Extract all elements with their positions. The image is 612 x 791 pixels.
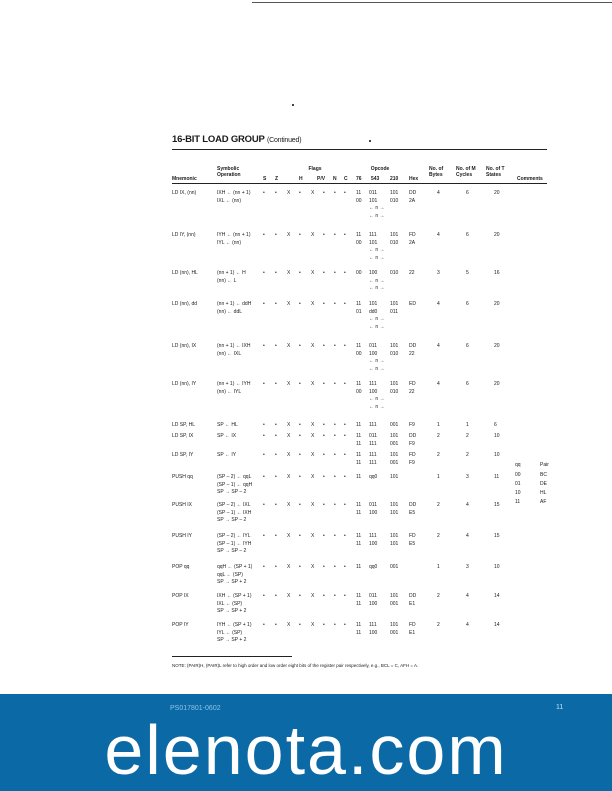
section-title xyxy=(172,134,301,145)
t-states: 20 xyxy=(494,301,500,307)
m-cycles: 6 xyxy=(466,381,469,387)
t-states: 14 xyxy=(494,622,500,628)
flag-pv: • xyxy=(323,474,325,480)
m-cycles: 4 xyxy=(466,502,469,508)
header-t-states: No. of T States xyxy=(486,166,505,178)
byte-count: 2 xyxy=(437,533,440,539)
opcode-hex: DD E1 xyxy=(409,593,417,607)
document-number: PS017801-0602 xyxy=(170,705,221,712)
mnemonic: LD (nn), dd xyxy=(172,301,198,307)
opcode-hex: 22 xyxy=(409,270,415,276)
byte-count: 2 xyxy=(437,433,440,439)
flag-z: • xyxy=(275,622,277,628)
symbolic-operation: SP ← HL xyxy=(217,422,238,428)
flag-bit5: X xyxy=(287,422,291,428)
opcode-543: 011 100 xyxy=(369,502,378,516)
symbolic-operation: (nn + 1) ← IYH (nn) ← IYL xyxy=(217,381,251,395)
m-cycles: 5 xyxy=(466,270,469,276)
flag-bit3: X xyxy=(311,502,315,508)
header-pv: P/V xyxy=(317,176,326,182)
flag-bit5: X xyxy=(287,593,291,599)
opcode-543: 011 100 xyxy=(369,593,378,607)
opcode-543: 111 111 xyxy=(369,452,377,466)
m-cycles: 6 xyxy=(466,301,469,307)
header-flags: Flags xyxy=(308,166,322,172)
speck xyxy=(369,140,371,142)
flag-h: • xyxy=(299,452,301,458)
flag-c: • xyxy=(344,452,346,458)
flag-bit5: X xyxy=(287,381,291,387)
register-pair-table xyxy=(515,462,555,512)
flag-pv: • xyxy=(323,593,325,599)
byte-count: 2 xyxy=(437,593,440,599)
opcode-543: 011 100 ← n → ← n → xyxy=(369,343,385,372)
flag-n: • xyxy=(334,190,336,196)
mnemonic: POP IX xyxy=(172,593,189,599)
header-543: 543 xyxy=(371,176,380,182)
mnemonic: LD IX, (nn) xyxy=(172,190,197,196)
flag-bit5: X xyxy=(287,301,291,307)
pair-name: BC xyxy=(540,472,547,478)
opcode-210: 101 001 xyxy=(390,593,399,607)
t-states: 14 xyxy=(494,593,500,599)
flag-n: • xyxy=(334,502,336,508)
opcode-543: 011 101 ← n → ← n → xyxy=(369,190,385,219)
symbolic-operation: SP ← IX xyxy=(217,433,237,439)
symbolic-operation: IYH ← (nn + 1) IYL ← (nn) xyxy=(217,232,251,246)
flag-z: • xyxy=(275,422,277,428)
flag-s: • xyxy=(263,533,265,539)
flag-h: • xyxy=(299,622,301,628)
header-mnemonic: Mnemonic xyxy=(172,176,197,182)
byte-count: 4 xyxy=(437,190,440,196)
flag-n: • xyxy=(334,433,336,439)
m-cycles: 4 xyxy=(466,593,469,599)
mnemonic: LD SP, IX xyxy=(172,433,194,439)
flag-h: • xyxy=(299,593,301,599)
mnemonic: POP IY xyxy=(172,622,189,628)
mnemonic: LD SP, IY xyxy=(172,452,194,458)
opcode-210: 101 010 xyxy=(390,190,399,204)
symbolic-operation: (SP – 2) ← IXL (SP – 1) ← IXH SP → SP – 2 xyxy=(217,502,252,523)
mnemonic: LD (nn), HL xyxy=(172,270,198,276)
t-states: 20 xyxy=(494,381,500,387)
opcode-543: 011 111 xyxy=(369,433,377,447)
flag-c: • xyxy=(344,270,346,276)
opcode-hex: FD E5 xyxy=(409,533,416,547)
flag-bit3: X xyxy=(311,343,315,349)
opcode-hex: FD F9 xyxy=(409,452,416,466)
flag-c: • xyxy=(344,422,346,428)
opcode-hex: FD 22 xyxy=(409,381,416,395)
opcode-210: 001 xyxy=(390,564,399,570)
flag-pv: • xyxy=(323,270,325,276)
flag-bit5: X xyxy=(287,433,291,439)
flag-n: • xyxy=(334,381,336,387)
flag-bit3: X xyxy=(311,474,315,480)
t-states: 11 xyxy=(494,474,500,480)
symbolic-operation: SP ← IY xyxy=(217,452,237,458)
flag-h: • xyxy=(299,422,301,428)
opcode-hex: DD 22 xyxy=(409,343,417,357)
speck xyxy=(292,104,294,106)
mnemonic: POP qq xyxy=(172,564,190,570)
flag-s: • xyxy=(263,381,265,387)
opcode-76: 11 00 xyxy=(356,232,362,246)
opcode-543: 101 dd0 ← n → ← n → xyxy=(369,301,385,330)
flag-pv: • xyxy=(323,564,325,570)
opcode-543: 111 xyxy=(369,422,377,428)
flag-c: • xyxy=(344,593,346,599)
t-states: 15 xyxy=(494,502,500,508)
flag-bit3: X xyxy=(311,564,315,570)
opcode-76: 11 01 xyxy=(356,301,362,315)
flag-c: • xyxy=(344,502,346,508)
header-c: C xyxy=(344,176,348,182)
m-cycles: 2 xyxy=(466,433,469,439)
opcode-hex: F9 xyxy=(409,422,415,428)
opcode-543: qq0 xyxy=(369,564,378,570)
top-border-line xyxy=(252,2,612,3)
flag-bit5: X xyxy=(287,452,291,458)
mnemonic: PUSH qq xyxy=(172,474,193,480)
mnemonic: LD (nn), IY xyxy=(172,381,197,387)
symbolic-operation: IXH ← (nn + 1) IXL ← (nn) xyxy=(217,190,251,204)
pair-name: DE xyxy=(540,481,547,487)
t-states: 6 xyxy=(494,422,497,428)
flag-bit3: X xyxy=(311,593,315,599)
opcode-hex: ED xyxy=(409,301,416,307)
flag-z: • xyxy=(275,381,277,387)
flag-pv: • xyxy=(323,301,325,307)
opcode-76: 11 11 xyxy=(356,533,362,547)
flag-s: • xyxy=(263,452,265,458)
opcode-76: 11 11 xyxy=(356,502,362,516)
flag-s: • xyxy=(263,474,265,480)
t-states: 20 xyxy=(494,190,500,196)
header-comments: Comments xyxy=(517,176,543,182)
flag-c: • xyxy=(344,474,346,480)
flag-bit5: X xyxy=(287,502,291,508)
header-symbolic: Symbolic Operation xyxy=(217,166,241,178)
byte-count: 3 xyxy=(437,270,440,276)
flag-s: • xyxy=(263,502,265,508)
mnemonic: LD IY, (nn) xyxy=(172,232,196,238)
t-states: 10 xyxy=(494,564,500,570)
flag-s: • xyxy=(263,270,265,276)
flag-c: • xyxy=(344,381,346,387)
opcode-543: 100 ← n → ← n → xyxy=(369,270,385,291)
flag-bit5: X xyxy=(287,270,291,276)
flag-s: • xyxy=(263,622,265,628)
flag-c: • xyxy=(344,564,346,570)
flag-h: • xyxy=(299,381,301,387)
symbolic-operation: (nn + 1) ← H (nn) ← L xyxy=(217,270,246,284)
title-text: 16-BIT LOAD GROUP xyxy=(172,134,265,145)
opcode-76: 11 00 xyxy=(356,381,362,395)
flag-n: • xyxy=(334,452,336,458)
flag-h: • xyxy=(299,343,301,349)
header-210: 210 xyxy=(390,176,399,182)
opcode-76: 00 xyxy=(356,270,362,276)
t-states: 20 xyxy=(494,343,500,349)
opcode-hex: FD 2A xyxy=(409,232,416,246)
flag-bit5: X xyxy=(287,622,291,628)
byte-count: 4 xyxy=(437,343,440,349)
t-states: 10 xyxy=(494,452,500,458)
flag-pv: • xyxy=(323,232,325,238)
opcode-hex: FD E1 xyxy=(409,622,416,636)
m-cycles: 4 xyxy=(466,622,469,628)
flag-pv: • xyxy=(323,533,325,539)
flag-s: • xyxy=(263,190,265,196)
footer-band xyxy=(0,694,612,791)
m-cycles: 3 xyxy=(466,474,469,480)
opcode-76: 11 11 xyxy=(356,433,362,447)
flag-n: • xyxy=(334,564,336,570)
header-rule xyxy=(172,183,547,184)
flag-z: • xyxy=(275,270,277,276)
opcode-76: 11 00 xyxy=(356,190,362,204)
opcode-210: 101 010 xyxy=(390,343,399,357)
mnemonic: PUSH IY xyxy=(172,533,193,539)
flag-z: • xyxy=(275,452,277,458)
flag-c: • xyxy=(344,622,346,628)
pair-code: 00 xyxy=(515,472,521,478)
flag-s: • xyxy=(263,564,265,570)
byte-count: 1 xyxy=(437,422,440,428)
flag-z: • xyxy=(275,232,277,238)
flag-bit3: X xyxy=(311,452,315,458)
flag-z: • xyxy=(275,593,277,599)
m-cycles: 6 xyxy=(466,190,469,196)
page-number: 11 xyxy=(556,704,564,711)
opcode-210: 101 001 xyxy=(390,452,399,466)
flag-h: • xyxy=(299,190,301,196)
opcode-76: 11 xyxy=(356,474,362,480)
pair-name: HL xyxy=(540,490,547,496)
note-rule xyxy=(172,656,292,657)
table-top-rule xyxy=(172,149,547,150)
header-z: Z xyxy=(275,176,279,182)
flag-c: • xyxy=(344,533,346,539)
flag-z: • xyxy=(275,564,277,570)
flag-c: • xyxy=(344,433,346,439)
header-n: N xyxy=(333,176,337,182)
flag-bit5: X xyxy=(287,232,291,238)
flag-n: • xyxy=(334,301,336,307)
flag-n: • xyxy=(334,593,336,599)
flag-n: • xyxy=(334,343,336,349)
flag-bit3: X xyxy=(311,533,315,539)
opcode-543: 111 100 ← n → ← n → xyxy=(369,381,385,410)
flag-bit5: X xyxy=(287,474,291,480)
flag-h: • xyxy=(299,301,301,307)
opcode-76: 11 11 xyxy=(356,452,362,466)
flag-n: • xyxy=(334,533,336,539)
mnemonic: PUSH IX xyxy=(172,502,193,508)
symbolic-operation: (nn + 1) ← ddH (nn) ← ddL xyxy=(217,301,252,315)
symbolic-operation: IXH ← (SP + 1) IXL ← (SP) SP → SP + 2 xyxy=(217,593,252,614)
flag-z: • xyxy=(275,474,277,480)
flag-z: • xyxy=(275,190,277,196)
flag-c: • xyxy=(344,190,346,196)
flag-bit3: X xyxy=(311,190,315,196)
flag-z: • xyxy=(275,533,277,539)
flag-c: • xyxy=(344,301,346,307)
m-cycles: 1 xyxy=(466,422,469,428)
byte-count: 4 xyxy=(437,301,440,307)
flag-bit5: X xyxy=(287,190,291,196)
flag-c: • xyxy=(344,232,346,238)
flag-n: • xyxy=(334,474,336,480)
opcode-210: 101 010 xyxy=(390,232,399,246)
byte-count: 4 xyxy=(437,232,440,238)
flag-h: • xyxy=(299,433,301,439)
flag-pv: • xyxy=(323,433,325,439)
t-states: 20 xyxy=(494,232,500,238)
header-bytes: No. of Bytes xyxy=(429,166,444,178)
watermark-text: elenota.com xyxy=(104,711,508,789)
title-suffix: (Continued) xyxy=(266,137,302,144)
flag-s: • xyxy=(263,433,265,439)
flag-bit3: X xyxy=(311,301,315,307)
opcode-210: 101 010 xyxy=(390,381,399,395)
byte-count: 4 xyxy=(437,381,440,387)
pair-header-pair: Pair xyxy=(540,462,549,468)
opcode-hex: DD 2A xyxy=(409,190,417,204)
flag-h: • xyxy=(299,270,301,276)
byte-count: 1 xyxy=(437,564,440,570)
pair-code: 11 xyxy=(515,499,521,505)
flag-pv: • xyxy=(323,381,325,387)
m-cycles: 4 xyxy=(466,533,469,539)
flag-c: • xyxy=(344,343,346,349)
m-cycles: 6 xyxy=(466,232,469,238)
symbolic-operation: qqH ← (SP + 1) qqL ← (SP) SP → SP + 2 xyxy=(217,564,253,585)
symbolic-operation: (SP – 2) ← qqL (SP – 1) ← qqH SP → SP – 2 xyxy=(217,474,253,495)
opcode-210: 101 001 xyxy=(390,622,399,636)
flag-bit5: X xyxy=(287,343,291,349)
header-76: 76 xyxy=(356,176,362,182)
flag-pv: • xyxy=(323,622,325,628)
byte-count: 1 xyxy=(437,474,440,480)
flag-pv: • xyxy=(323,343,325,349)
opcode-76: 11 11 xyxy=(356,622,362,636)
flag-bit5: X xyxy=(287,533,291,539)
opcode-76: 11 xyxy=(356,564,362,570)
flag-s: • xyxy=(263,301,265,307)
footnote: NOTE: (PAIR)H, (PAIR)L refer to high order and low order eight bits of the register pair respectively, e.g., BCL = C, AFH = A. xyxy=(172,663,419,668)
flag-s: • xyxy=(263,343,265,349)
header-s: S xyxy=(263,176,267,182)
flag-n: • xyxy=(334,232,336,238)
symbolic-operation: (SP – 2) ← IYL (SP – 1) ← IYH SP → SP – 2 xyxy=(217,533,252,554)
opcode-543: 111 100 xyxy=(369,622,378,636)
flag-s: • xyxy=(263,593,265,599)
pair-code: 10 xyxy=(515,490,521,496)
flag-h: • xyxy=(299,474,301,480)
pair-name: AF xyxy=(540,499,547,505)
flag-z: • xyxy=(275,343,277,349)
mnemonic: LD (nn), IX xyxy=(172,343,197,349)
opcode-210: 101 011 xyxy=(390,301,399,315)
t-states: 16 xyxy=(494,270,500,276)
opcode-hex: DD F9 xyxy=(409,433,417,447)
mnemonic: LD SP, HL xyxy=(172,422,195,428)
byte-count: 2 xyxy=(437,502,440,508)
opcode-76: 11 xyxy=(356,422,362,428)
header-opcode: Opcode xyxy=(370,166,390,172)
flag-n: • xyxy=(334,270,336,276)
flag-h: • xyxy=(299,564,301,570)
opcode-210: 001 xyxy=(390,422,399,428)
opcode-hex: DD E5 xyxy=(409,502,417,516)
header-hex: Hex xyxy=(409,176,419,182)
opcode-543: 111 100 xyxy=(369,533,378,547)
opcode-543: qq0 xyxy=(369,474,378,480)
opcode-210: 101 xyxy=(390,474,399,480)
opcode-76: 11 00 xyxy=(356,343,362,357)
flag-pv: • xyxy=(323,452,325,458)
symbolic-operation: IYH ← (SP + 1) IYL ← (SP) SP → SP + 2 xyxy=(217,622,252,643)
opcode-543: 111 101 ← n → ← n → xyxy=(369,232,385,261)
flag-bit3: X xyxy=(311,270,315,276)
byte-count: 2 xyxy=(437,452,440,458)
opcode-210: 101 101 xyxy=(390,502,399,516)
flag-pv: • xyxy=(323,422,325,428)
header-h: H xyxy=(299,176,303,182)
flag-pv: • xyxy=(323,190,325,196)
flag-bit3: X xyxy=(311,622,315,628)
flag-bit5: X xyxy=(287,564,291,570)
flag-s: • xyxy=(263,422,265,428)
m-cycles: 6 xyxy=(466,343,469,349)
t-states: 10 xyxy=(494,433,500,439)
opcode-210: 101 101 xyxy=(390,533,399,547)
byte-count: 2 xyxy=(437,622,440,628)
flag-bit3: X xyxy=(311,232,315,238)
flag-s: • xyxy=(263,232,265,238)
flag-h: • xyxy=(299,232,301,238)
t-states: 15 xyxy=(494,533,500,539)
flag-z: • xyxy=(275,433,277,439)
pair-header-qq: qq xyxy=(515,462,521,468)
flag-n: • xyxy=(334,422,336,428)
pair-code: 01 xyxy=(515,481,521,487)
header-m-cycles: No. of M Cycles xyxy=(456,166,476,178)
m-cycles: 2 xyxy=(466,452,469,458)
flag-z: • xyxy=(275,502,277,508)
opcode-210: 010 xyxy=(390,270,399,276)
flag-bit3: X xyxy=(311,433,315,439)
flag-bit3: X xyxy=(311,422,315,428)
symbolic-operation: (nn + 1) ← IXH (nn) ← IXL xyxy=(217,343,251,357)
flag-z: • xyxy=(275,301,277,307)
opcode-210: 101 001 xyxy=(390,433,399,447)
m-cycles: 3 xyxy=(466,564,469,570)
flag-pv: • xyxy=(323,502,325,508)
flag-bit3: X xyxy=(311,381,315,387)
opcode-76: 11 11 xyxy=(356,593,362,607)
flag-h: • xyxy=(299,502,301,508)
flag-n: • xyxy=(334,622,336,628)
flag-h: • xyxy=(299,533,301,539)
